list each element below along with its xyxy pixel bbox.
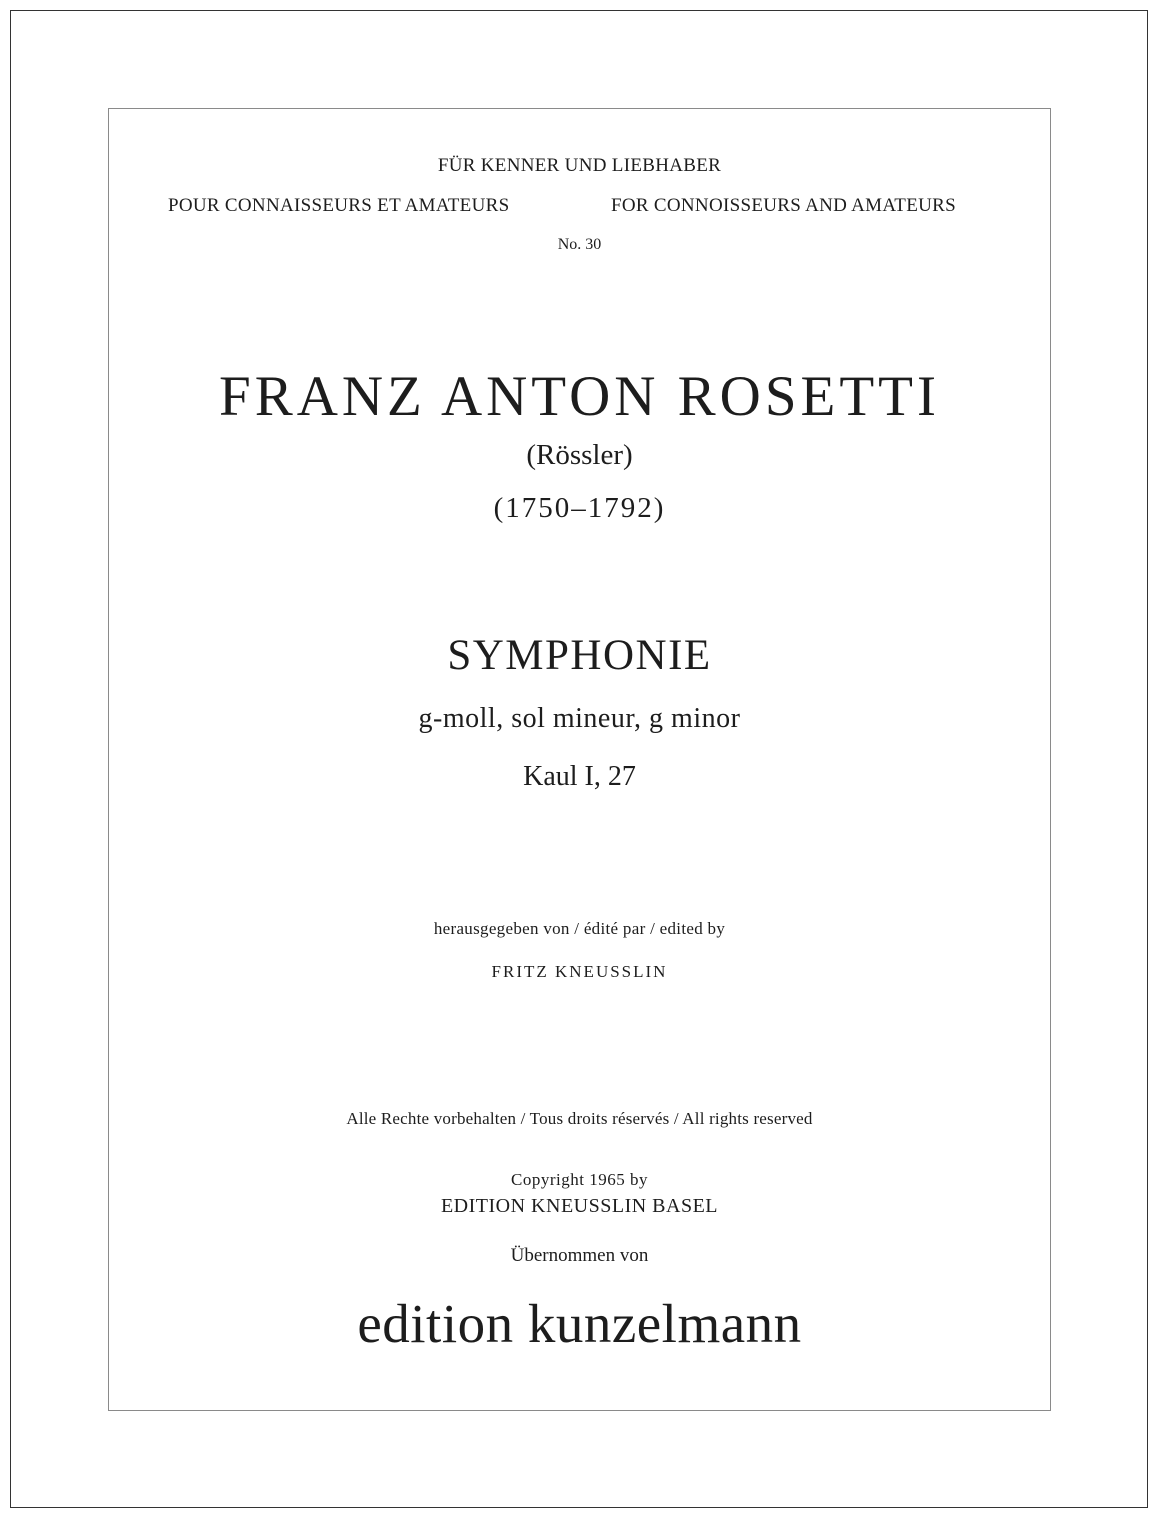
composer-dates: (1750–1792) <box>493 492 666 524</box>
original-publisher: EDITION KNEUSSLIN BASEL <box>440 1195 719 1217</box>
series-title-german: FÜR KENNER UND LIEBHABER <box>437 155 722 176</box>
work-title: SYMPHONIE <box>447 632 712 679</box>
series-title-french: POUR CONNAISSEURS ET AMATEURS <box>168 195 510 216</box>
work-key: g-moll, sol mineur, g minor <box>418 703 741 734</box>
composer-alternate-name: (Rössler) <box>526 439 633 471</box>
series-number: No. 30 <box>557 236 602 253</box>
edited-by-label: herausgegeben von / édité par / edited by <box>433 919 726 938</box>
catalog-number: Kaul I, 27 <box>523 761 636 792</box>
copyright-notice: Copyright 1965 by <box>511 1170 648 1189</box>
composer-name: FRANZ ANTON ROSETTI <box>219 365 940 428</box>
series-title-english: FOR CONNOISSEURS AND AMATEURS <box>611 195 956 216</box>
editor-name: FRITZ KNEUSSLIN <box>491 962 668 981</box>
publisher-logo-text: edition kunzelmann <box>357 1293 802 1354</box>
rights-notice: Alle Rechte vorbehalten / Tous droits réservés / All rights reserved <box>346 1109 813 1128</box>
takeover-label: Übernommen von <box>510 1245 649 1266</box>
